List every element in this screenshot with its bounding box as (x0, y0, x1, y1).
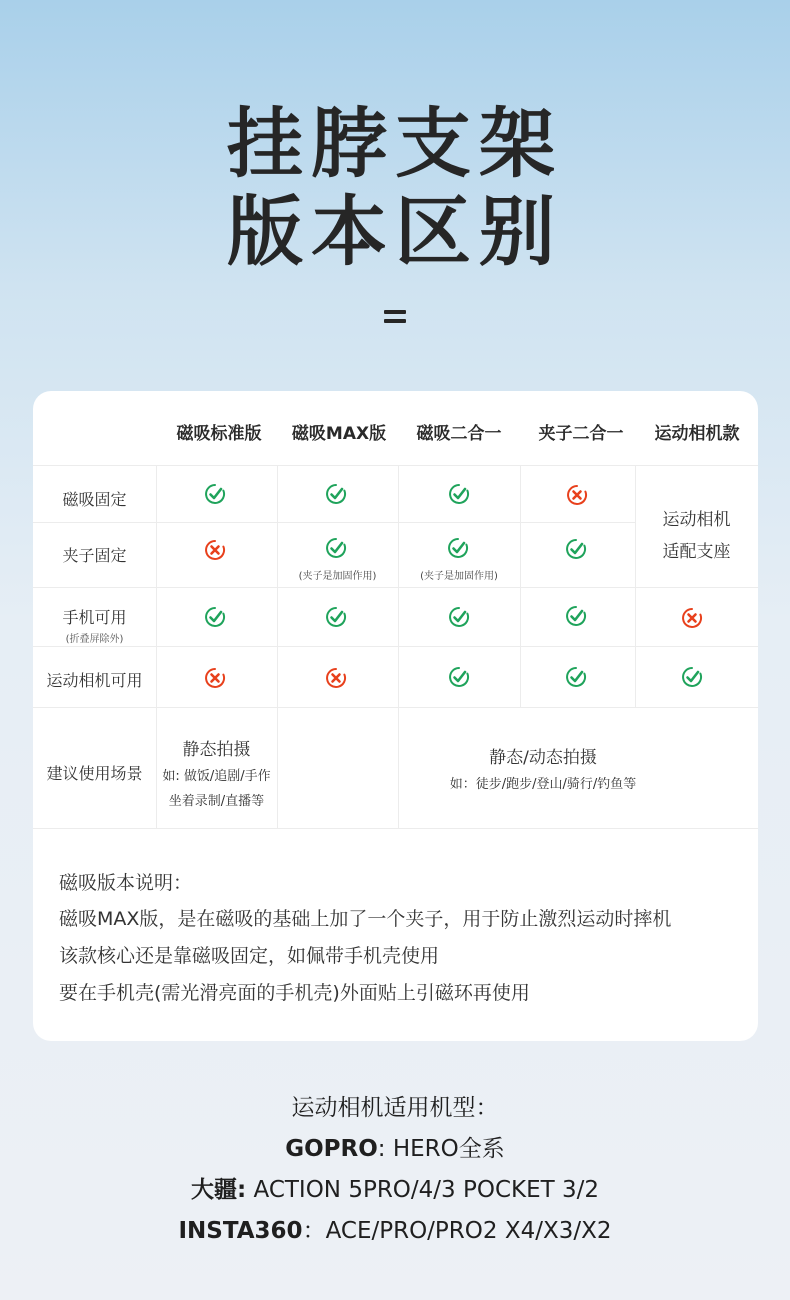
scene-static-example-1: 如: 做饭/追剧/手作 (162, 769, 271, 784)
description-heading: 磁吸版本说明： (59, 872, 193, 894)
comparison-table (33, 391, 758, 831)
compat-dji (0, 1171, 790, 1204)
gopro-brand: GOPRO (285, 1136, 378, 1162)
check-icon (204, 606, 226, 628)
title-line-2: 版本区别 (227, 187, 563, 276)
cross-icon (566, 484, 588, 506)
row-label-phone-sub: (折叠屏除外) (65, 634, 124, 645)
check-icon (565, 605, 587, 627)
column-header-standard: 磁吸标准版 (176, 424, 262, 444)
column-header-clip-2in1: 夹子二合一 (538, 424, 624, 444)
compat-gopro (0, 1130, 790, 1163)
check-icon (325, 606, 347, 628)
clip-reinforce-note-2in1: (夹子是加固作用) (420, 571, 498, 582)
scene-dynamic-example: 如：徒步/跑步/登山/骑行/钓鱼等 (449, 777, 637, 792)
check-icon (448, 666, 470, 688)
check-icon (325, 537, 347, 559)
column-header-camera: 运动相机款 (654, 424, 740, 444)
check-icon (448, 483, 470, 505)
description-line-2: 该款核心还是靠磁吸固定，如佩带手机壳使用 (59, 945, 440, 967)
cross-icon (204, 667, 226, 689)
compat-insta360 (0, 1212, 790, 1245)
check-icon (681, 666, 703, 688)
check-icon (565, 666, 587, 688)
cross-icon (681, 607, 703, 629)
description-line-1: 磁吸MAX版，是在磁吸的基础上加了一个夹子，用于防止激烈运动时摔机 (59, 908, 672, 930)
row-label-phone-text: 手机可用 (62, 608, 127, 627)
clip-reinforce-note-max: (夹子是加固作用) (298, 571, 377, 582)
row-label-clip: 夹子固定 (62, 546, 127, 565)
scene-dynamic-title: 静态/动态拍摄 (489, 748, 597, 768)
title-line-1: 挂脖支架 (227, 99, 563, 188)
column-header-magnet-2in1: 磁吸二合一 (416, 424, 502, 444)
camera-mount-line-1: 运动相机 (662, 510, 731, 530)
check-icon (565, 538, 587, 560)
check-icon (325, 483, 347, 505)
scene-static-example-2: 坐着录制/直播等 (168, 794, 265, 809)
description-line-3: 要在手机壳(需光滑亮面的手机壳)外面贴上引磁环再使用 (59, 982, 530, 1004)
row-label-phone (33, 605, 156, 645)
check-icon (204, 483, 226, 505)
row-label-scene: 建议使用场景 (46, 764, 143, 783)
check-icon (448, 606, 470, 628)
gopro-models: : HERO全系 (377, 1136, 505, 1162)
check-icon (447, 537, 469, 559)
comparison-card (33, 391, 758, 1041)
row-label-magnetic: 磁吸固定 (62, 490, 127, 509)
scene-static-title: 静态拍摄 (182, 740, 251, 760)
row-label-camera: 运动相机可用 (46, 671, 143, 690)
compat-heading: 运动相机适用机型： (291, 1095, 499, 1121)
column-header-max: 磁吸MAX版 (291, 424, 387, 444)
camera-mount-line-2: 适配支座 (662, 542, 731, 562)
dji-models: ACTION 5PRO/4/3 POCKET 3/2 (246, 1177, 600, 1203)
equals-decoration (384, 310, 406, 324)
insta360-brand: INSTA360 (178, 1218, 303, 1244)
cross-icon (204, 539, 226, 561)
cross-icon (325, 667, 347, 689)
dji-brand: 大疆: (190, 1177, 247, 1203)
insta360-models: ：ACE/PRO/PRO2 X4/X3/X2 (302, 1218, 612, 1244)
